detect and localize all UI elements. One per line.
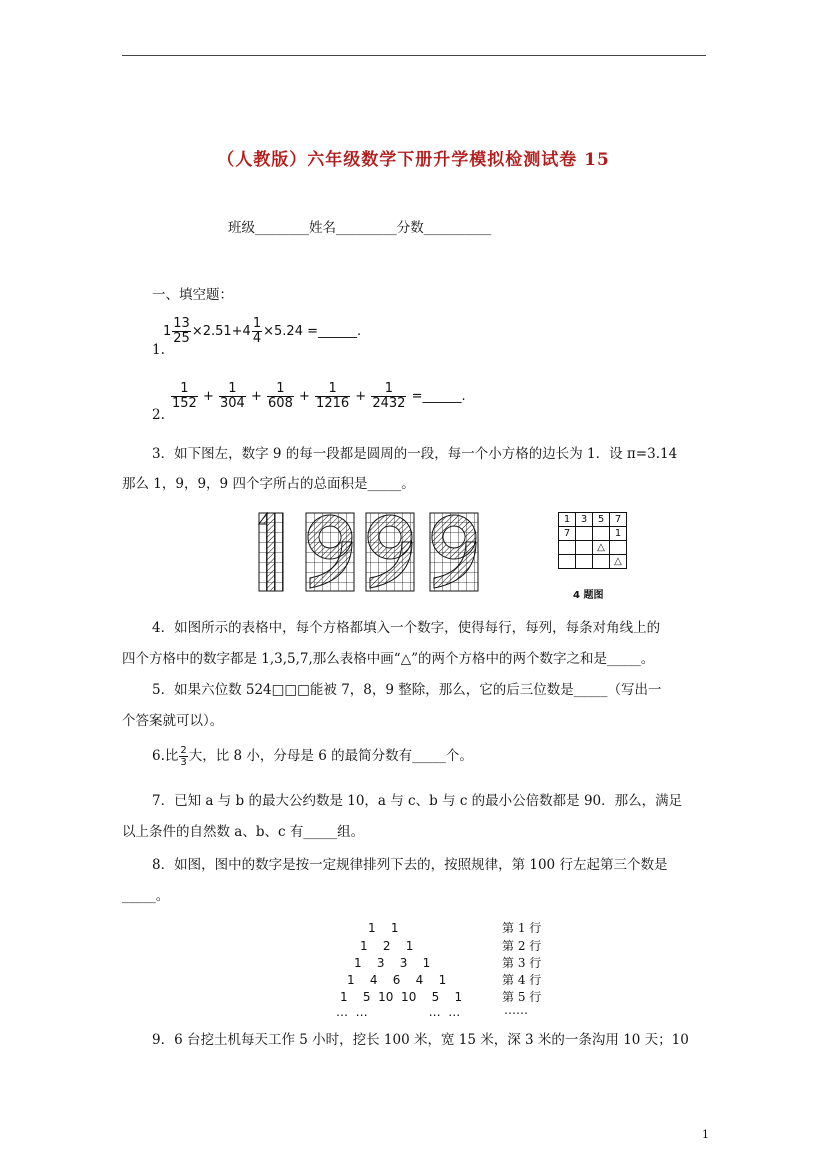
- header-rule: [122, 55, 706, 56]
- question-1-expression: 1 $\frac{13}{25}$ ×2.51+4 $\frac{1}{4}$ ×5.24 =______.: [163, 316, 362, 346]
- row-label-4: 第 4 行: [502, 973, 542, 987]
- question-7-line-2: 以上条件的自然数 a、b、c 有_____组。: [122, 824, 365, 840]
- question-2-number: 2.: [152, 407, 165, 423]
- grid-caption: 4 题图: [573, 590, 604, 601]
- question-3-line-2: 那么 1，9，9，9 四个字所占的总面积是_____。: [122, 476, 415, 492]
- pascal-row-5: 1 5 10 10 5 1: [340, 990, 463, 1004]
- header-fields: 班级________姓名_________分数__________: [228, 220, 492, 236]
- digits-1999-figure: [258, 512, 488, 594]
- section-heading: 一、填空题：: [152, 287, 233, 303]
- question-3-line-1: 3．如下图左，数字 9 的每一段都是圆周的一段，每一个小方格的边长为 1．设 π=3.14: [152, 446, 678, 462]
- digit-9-grid-c: [430, 513, 478, 591]
- pascal-row-ellipsis: … … … …: [336, 1005, 461, 1019]
- question-5-line-2: 个答案就可以）。: [122, 713, 224, 729]
- digit-9-grid-a: [306, 513, 354, 591]
- pascal-row-1: 1 1: [368, 921, 399, 935]
- question-8-line-2: _____。: [122, 888, 170, 904]
- row-label-3: 第 3 行: [502, 956, 542, 970]
- digit-9-grid-b: [366, 513, 414, 591]
- question-9-line-1: 9．6 台挖土机每天工作 5 小时，挖长 100 米，宽 15 米，深 3 米的一条沟用 10 天；10: [152, 1032, 689, 1048]
- question-7-line-1: 7．已知 a 与 b 的最大公约数是 10，a 与 c、b 与 c 的最小公倍数都是 90．那么，满足: [152, 793, 683, 809]
- row-label-2: 第 2 行: [502, 939, 542, 953]
- row-label-ellipsis: ……: [504, 1003, 528, 1017]
- pascal-row-4: 1 4 6 4 1: [347, 973, 447, 987]
- question-6: 6.比 $\frac{2}{3}$ 大，比 8 小，分母是 6 的最简分数有_____个。: [152, 745, 473, 768]
- pascal-row-3: 1 3 3 1: [354, 956, 431, 970]
- question-4-line-1: 4．如图所示的表格中，每个方格都填入一个数字，使得每行，每列，每条对角线上的: [152, 620, 661, 636]
- question-4-line-2: 四个方格中的数字都是 1,3,5,7,那么表格中画“△”的两个方格中的两个数字之和是_____。: [122, 651, 655, 667]
- digit-1-grid: [259, 513, 283, 591]
- question-1-number: 1.: [152, 342, 165, 358]
- question-5-line-1: 5．如果六位数 524□□□能被 7，8，9 整除，那么，它的后三位数是_____（写出一: [152, 682, 662, 698]
- question-4-grid: 1 3 5 7 7 1 △ △: [558, 512, 627, 569]
- page-title: （人教版）六年级数学下册升学模拟检测试卷 15: [217, 150, 610, 170]
- pascal-row-2: 1 2 1: [360, 939, 414, 953]
- row-label-1: 第 1 行: [502, 921, 542, 935]
- page-number: 1: [702, 1128, 709, 1141]
- question-8-line-1: 8．如图，图中的数字是按一定规律排列下去的，按照规律，第 100 行左起第三个数是: [152, 857, 668, 873]
- row-label-5: 第 5 行: [502, 990, 542, 1004]
- question-2-expression: $\frac{1}{152}$ + $\frac{1}{304}$ + $\frac{1}{608}$ + $\frac{1}{1216}$ + $\frac{1}{2432}$ =______.: [172, 381, 466, 411]
